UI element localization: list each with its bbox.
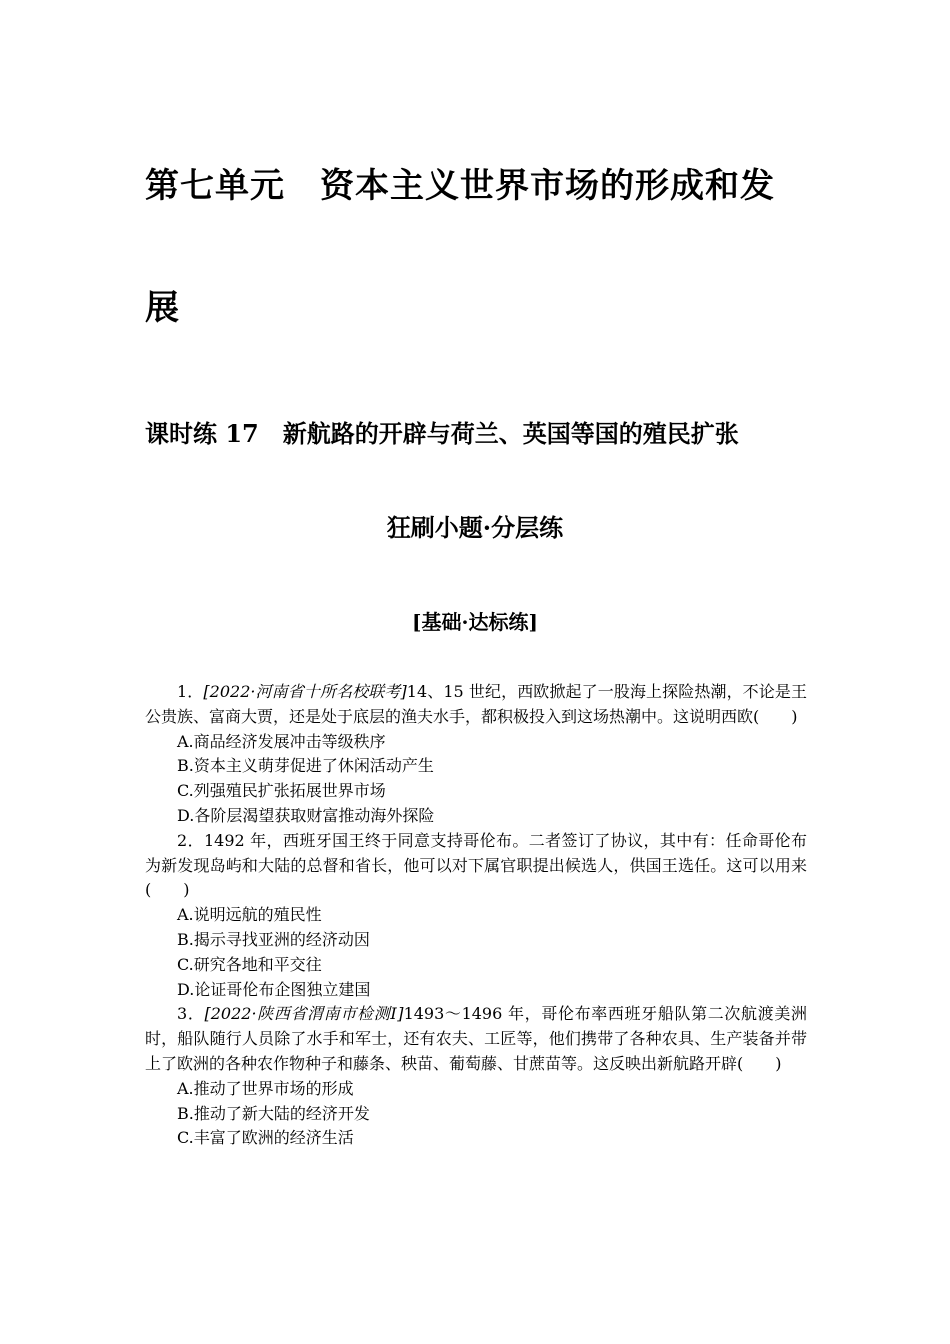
question-2 [145, 829, 807, 1003]
question-text: 14、15 世纪，西欧掀起了一股海上探险热潮，不论是王公贵族、富商大贾，还是处于底层的渔夫水手，都积极投入到这场热潮中。这说明西欧( ) [145, 682, 808, 726]
question-text: 1493～1496 年，哥伦布率西班牙船队第二次航渡美洲时，船队随行人员除了水手和军士，还有农夫、工匠等，他们携带了各种农具、生产装备并带上了欧洲的各种农作物种子和藤条、秧苗、葡萄藤、甘蔗苗等。这反映出新航路开辟( ) [145, 1004, 807, 1073]
option-c: C.列强殖民扩张拓展世界市场 [177, 781, 386, 801]
option-b: B.资本主义萌芽促进了休闲活动产生 [177, 756, 434, 776]
sub-title: [基础·达标练] [412, 610, 538, 634]
question-source: [2022·河南省十所名校联考] [203, 682, 407, 701]
option-a: A.说明远航的殖民性 [177, 905, 322, 925]
question-text: 1492 年，西班牙国王终于同意支持哥伦布。二者签订了协议，其中有：任命哥伦布为新发现岛屿和大陆的总督和省长，他可以对下属官职提出候选人，供国王选任。这可以用来( ) [145, 830, 807, 900]
unit-title-line2: 展 [145, 288, 180, 328]
question-number: 3． [177, 1004, 205, 1024]
question-source: [2022·陕西省渭南市检测Ⅰ] [204, 1004, 404, 1024]
option-c: C.研究各地和平交往 [177, 954, 322, 974]
question-list [145, 680, 807, 1151]
option-b: B.揭示寻找亚洲的经济动因 [177, 929, 370, 949]
question-stem [145, 680, 807, 730]
question-stem [145, 829, 807, 903]
question-stem [145, 1002, 807, 1076]
question-number: 1． [177, 682, 204, 701]
option-d: D.论证哥伦布企图独立建国 [177, 979, 371, 999]
option-b: B.推动了新大陆的经济开发 [177, 1103, 370, 1123]
option-c: C.丰富了欧洲的经济生活 [177, 1128, 354, 1148]
option-a: A.推动了世界市场的形成 [177, 1078, 354, 1098]
question-3 [145, 1002, 807, 1151]
question-1 [145, 680, 807, 829]
section-title: 狂刷小题·分层练 [386, 513, 564, 542]
unit-title-line1: 第七单元 资本主义世界市场的形成和发 [145, 166, 775, 206]
question-number: 2． [177, 830, 204, 850]
option-a: A.商品经济发展冲击等级秩序 [177, 731, 386, 751]
option-d: D.各阶层渴望获取财富推动海外探险 [177, 805, 435, 825]
lesson-title: 课时练 17 新航路的开辟与荷兰、英国等国的殖民扩张 [145, 419, 739, 448]
